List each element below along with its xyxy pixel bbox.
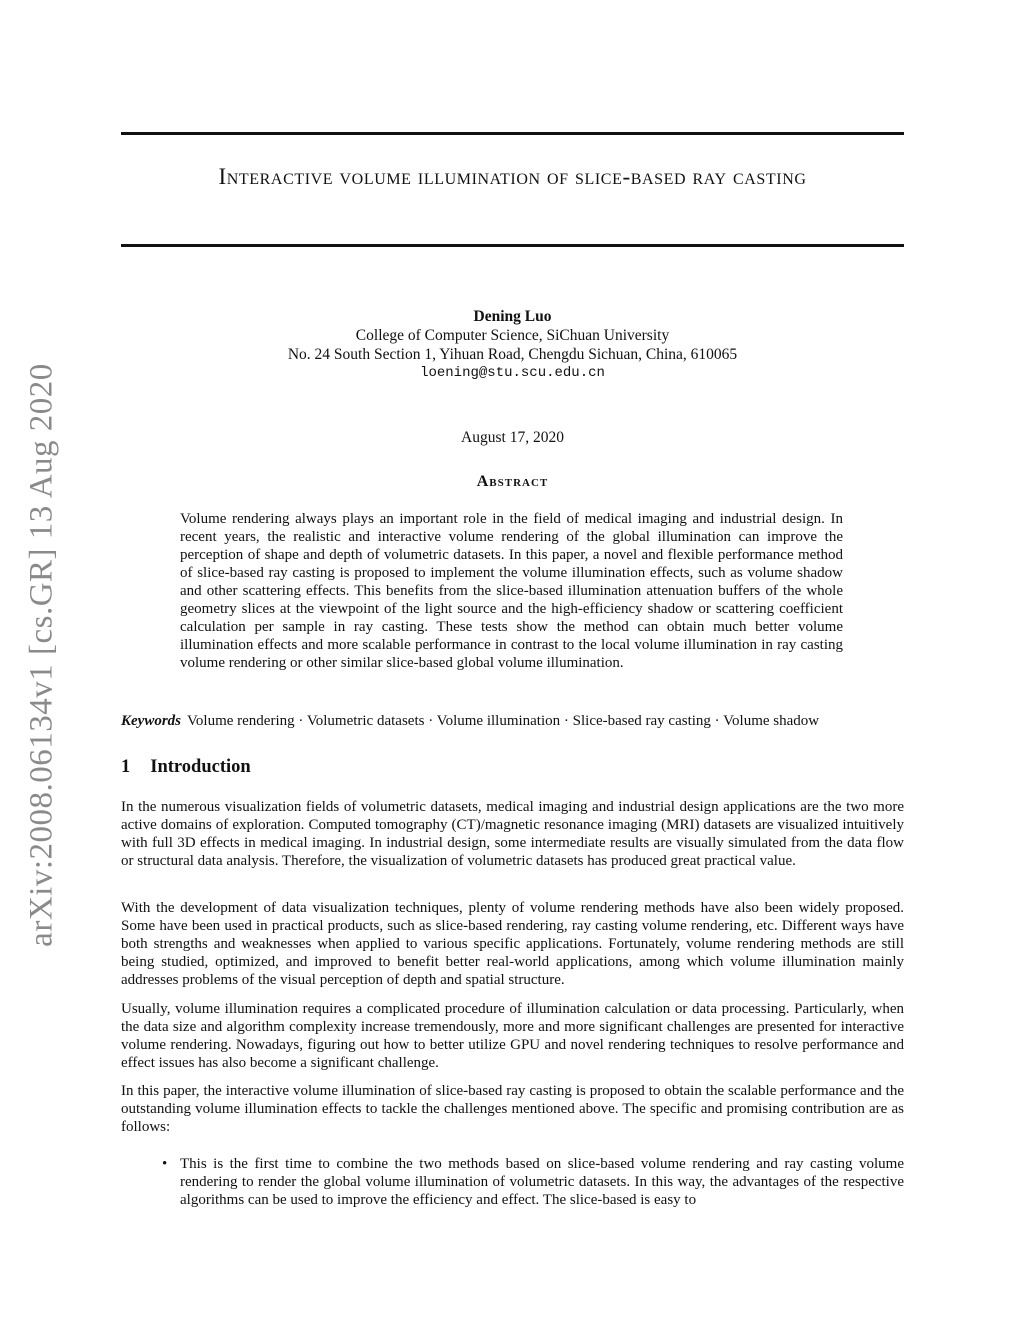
keywords-label: Keywords [121,713,181,729]
intro-paragraph: In the numerous visualization fields of volumetric datasets, medical imaging and industrial design applications are the two more active domains of exploration. Computed tomography (CT)/magnetic resonance imaging (MRI) datasets are visualized intuitively with full 3D effects in medical imaging. In industrial design, some intermediate results are visually simulated from the data flow or structural data analysis. Therefore, the visualization of volumetric datasets has produced great practical value. [121,799,904,869]
author-affiliation: College of Computer Science, SiChuan University [355,327,670,344]
intro-paragraph: In this paper, the interactive volume illumination of slice-based ray casting is proposed to obtain the scalable performance and the outstanding volume illumination effects to tackle the challenges mentioned above. The specific and promising contribution are as follows: [121,1083,904,1135]
abstract-text: Volume rendering always plays an important role in the field of medical imaging and industrial design. In recent years, the realistic and interactive volume rendering of the global illumination can improve the perception of shape and depth of volumetric datasets. In this paper, a novel and flexible performance method of slice-based ray casting is proposed to implement the volume illumination effects, such as volume shadow and other scattering effects. This benefits from the slice-based illumination attenuation buffers of the whole geometry slices at the viewpoint of the light source and the high-efficiency shadow or scattering coefficient calculation per sample in ray casting. These tests show the method can obtain much better volume illumination effects and more scalable performance in contrast to the local volume illumination in ray casting volume rendering or other similar slice-based global volume illumination. [180,511,843,671]
bullet-icon: • [162,1156,168,1172]
section-number: 1 [121,757,131,777]
keywords-list: Volume rendering · Volumetric datasets · Volume illumination · Slice-based ray casting · Volume shadow [187,713,820,729]
author-name: Dening Luo [473,308,552,325]
arxiv-identifier: arXiv:2008.06134v1 [cs.GR] 13 Aug 2020 [23,363,60,947]
abstract-heading: Abstract [476,473,549,490]
author-block [121,307,904,383]
list-item-text: This is the first time to combine the two methods based on slice-based volume rendering and ray casting volume rendering to render the global volume illumination of volumetric datasets. In this way, the advantages of the respective algorithms can be used to improve the efficiency and effect. The slice-based is easy to [180,1156,904,1208]
intro-paragraph: Usually, volume illumination requires a complicated procedure of illumination calculation or data processing. Particularly, when the data size and algorithm complexity increase tremendously, more and more significant challenges are presented for interactive volume rendering. Nowadays, figuring out how to better utilize GPU and novel rendering techniques to resolve performance and effect issues has also become a significant challenge. [121,1001,904,1071]
paper-title: Interactive volume illumination of slice-based ray casting [218,164,807,189]
author-address: No. 24 South Section 1, Yihuan Road, Chengdu Sichuan, China, 610065 [287,346,738,363]
list-item [160,1155,904,1209]
section-title: Introduction [150,757,251,777]
section-heading [121,757,251,778]
contribution-list [160,1155,904,1209]
author-email[interactable]: loening@stu.scu.edu.cn [420,365,605,381]
title-bottom-rule [121,244,904,247]
title-top-rule [121,132,904,135]
keywords-line [121,712,911,730]
paper-date: August 17, 2020 [461,429,564,446]
intro-paragraph: With the development of data visualization techniques, plenty of volume rendering methods have also been widely proposed. Some have been used in practical products, such as slice-based rendering, ray casting volume rendering, etc. Different ways have both strengths and weaknesses when applied to various specific applications. Fortunately, volume rendering methods are still being studied, optimized, and improved to benefit better real-world applications, among which volume illumination mainly addresses problems of the visual perception of depth and spatial structure. [121,900,904,988]
